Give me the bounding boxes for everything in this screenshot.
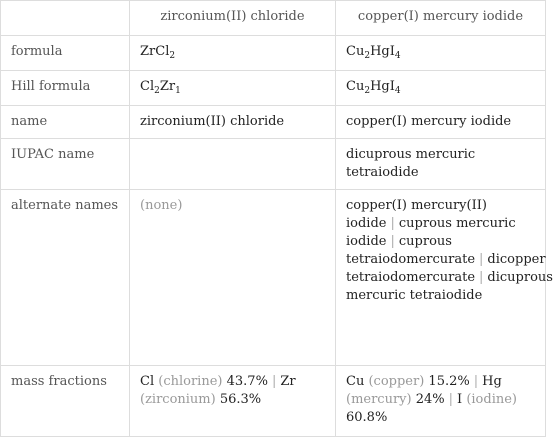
hill-formula-compound2: $Cu_2HgI_4$ [336, 71, 546, 106]
alt-name: cuprous mercuric iodide [346, 216, 516, 249]
name-label: name [1, 106, 130, 139]
iupac-name-compound2: dicuprous mercuric tetraiodide [336, 139, 546, 190]
separator: | [390, 216, 395, 231]
hill-formula-label: Hill formula [1, 71, 130, 106]
formula-compound2: $Cu_2HgI_4$ [336, 36, 546, 71]
header-empty [1, 1, 130, 36]
name-row [1, 106, 546, 139]
alt-name: dicuprous mercuric tetraiodide [346, 270, 553, 303]
hill-formula-compound1: $Cl_2Zr_1$ [130, 71, 336, 106]
alternate-names-compound1: (none) [130, 190, 336, 366]
alt-name: cuprous tetraiodomercurate [346, 234, 476, 267]
hill-formula-row [1, 71, 546, 106]
separator: | [479, 252, 484, 267]
alt-name: dicopper tetraiodomercurate [346, 252, 546, 285]
mass-fractions-row [1, 366, 546, 437]
formula-compound1: ZrCl$_2$ [130, 36, 336, 71]
separator: | [479, 270, 484, 285]
iupac-name-compound1 [130, 139, 336, 190]
name-compound1: zirconium(II) chloride [130, 106, 336, 139]
iupac-name-label: IUPAC name [1, 139, 130, 190]
separator: | [390, 234, 395, 249]
formula-label: formula [1, 36, 130, 71]
alt-name: copper(I) mercury(II) iodide [346, 198, 487, 231]
name-compound2: copper(I) mercury iodide [336, 106, 546, 139]
mass-fractions-compound2: Cu (copper) 15.2% | Hg (mercury) 24% | I (iodine) 60.8% [336, 366, 546, 437]
mass-fractions-compound1: Cl (chlorine) 43.7% | Zr (zirconium) 56.3% [130, 366, 336, 437]
formula-row [1, 36, 546, 71]
mass-fractions-label: mass fractions [1, 366, 130, 437]
header-compound2: copper(I) mercury iodide [336, 1, 546, 36]
alternate-names-row [1, 190, 546, 366]
header-row [1, 1, 546, 36]
alternate-names-label: alternate names [1, 190, 130, 366]
alternate-names-compound2 [336, 190, 553, 366]
iupac-name-row [1, 139, 546, 190]
header-compound1: zirconium(II) chloride [130, 1, 336, 36]
